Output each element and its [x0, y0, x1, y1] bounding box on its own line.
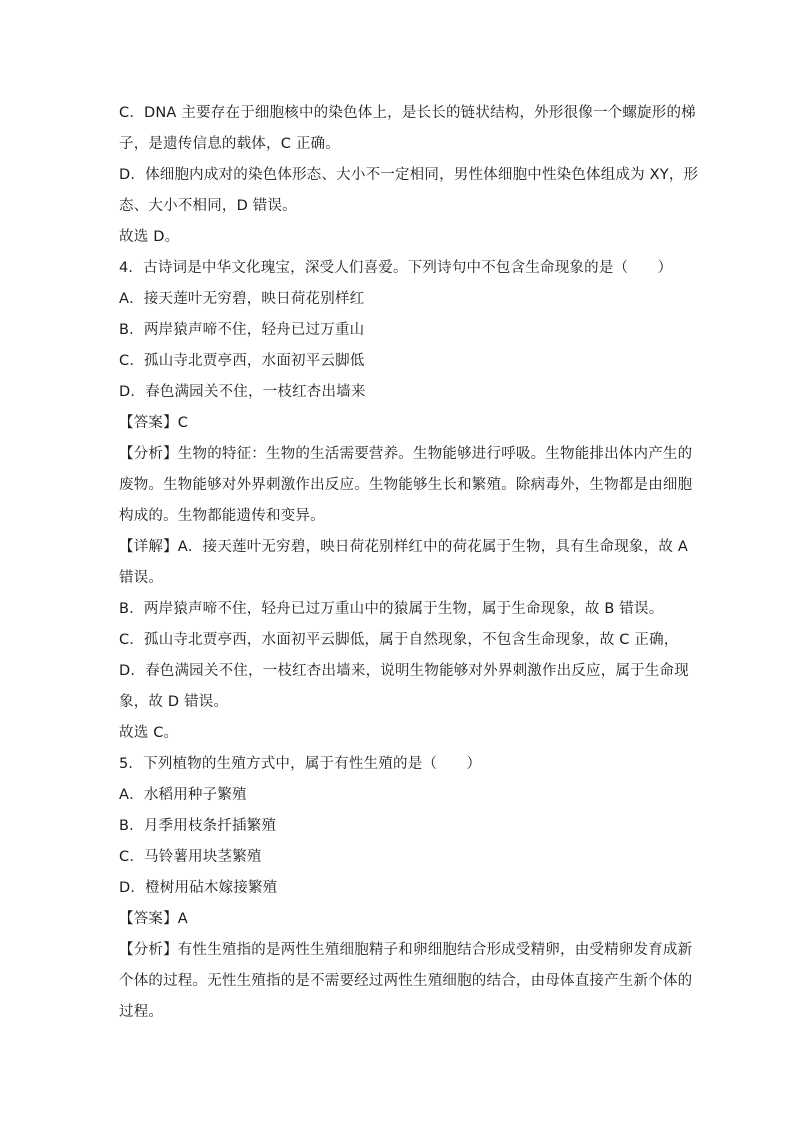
option-c: C．孤山寺北贾亭西，水面初平云脚低: [119, 353, 365, 369]
question-5-stem: 5．下列植物的生殖方式中，属于有性生殖的是（ ）: [119, 756, 482, 772]
option-d: D．春色满园关不住，一枝红杏出墙来: [119, 384, 366, 400]
option-a: A．水稻用种子繁殖: [119, 787, 247, 803]
explanation-line: 【详解】A．接天莲叶无穷碧，映日荷花别样红中的荷花属于生物，具有生命现象，故 A: [119, 539, 688, 555]
document-body: [119, 98, 699, 1028]
explanation-line: B．两岸猿声啼不住，轻舟已过万重山中的猿属于生物，属于生命现象，故 B 错误。: [119, 601, 664, 617]
option-d: D．橙树用砧木嫁接繁殖: [119, 880, 278, 896]
option-b: B．月季用枝条扦插繁殖: [119, 818, 277, 834]
explanation-line: 象，故 D 错误。: [119, 694, 229, 710]
text-line: 故选 D。: [119, 229, 180, 245]
text-line: D．体细胞内成对的染色体形态、大小不一定相同，男性体细胞中性染色体组成为 XY，形: [119, 167, 699, 183]
analysis-line: 废物。生物能够对外界刺激作出反应。生物能够生长和繁殖。除病毒外，生物都是由细胞: [119, 477, 693, 493]
choice-line: 故选 C。: [119, 725, 179, 741]
analysis-line: 【分析】有性生殖指的是两性生殖细胞精子和卵细胞结合形成受精卵，由受精卵发育成新: [119, 942, 693, 958]
text-line: C．DNA 主要存在于细胞核中的染色体上，是长长的链状结构，外形很像一个螺旋形的梯: [119, 105, 696, 121]
answer-line: 【答案】A: [119, 911, 188, 927]
option-b: B．两岸猿声啼不住，轻舟已过万重山: [119, 322, 365, 338]
explanation-line: 错误。: [119, 570, 164, 586]
option-c: C．马铃薯用块茎繁殖: [119, 849, 262, 865]
analysis-line: 【分析】生物的特征：生物的生活需要营养。生物能够进行呼吸。生物能排出体内产生的: [119, 446, 693, 462]
analysis-line: 个体的过程。无性生殖指的是不需要经过两性生殖细胞的结合，由母体直接产生新个体的: [119, 973, 693, 989]
explanation-line: C．孤山寺北贾亭西，水面初平云脚低，属于自然现象，不包含生命现象，故 C 正确，: [119, 632, 679, 648]
analysis-line: 过程。: [119, 1004, 164, 1020]
analysis-line: 构成的。生物都能遗传和变异。: [119, 508, 325, 524]
answer-line: 【答案】C: [119, 415, 189, 431]
explanation-line: D．春色满园关不住，一枝红杏出墙来，说明生物能够对外界刺激作出反应，属于生命现: [119, 663, 689, 679]
option-a: A．接天莲叶无穷碧，映日荷花别样红: [119, 291, 365, 307]
text-line: 子，是遗传信息的载体，C 正确。: [119, 136, 340, 152]
question-4-stem: 4．古诗词是中华文化瑰宝，深受人们喜爱。下列诗句中不包含生命现象的是（ ）: [119, 260, 673, 276]
text-line: 态、大小不相同，D 错误。: [119, 198, 297, 214]
